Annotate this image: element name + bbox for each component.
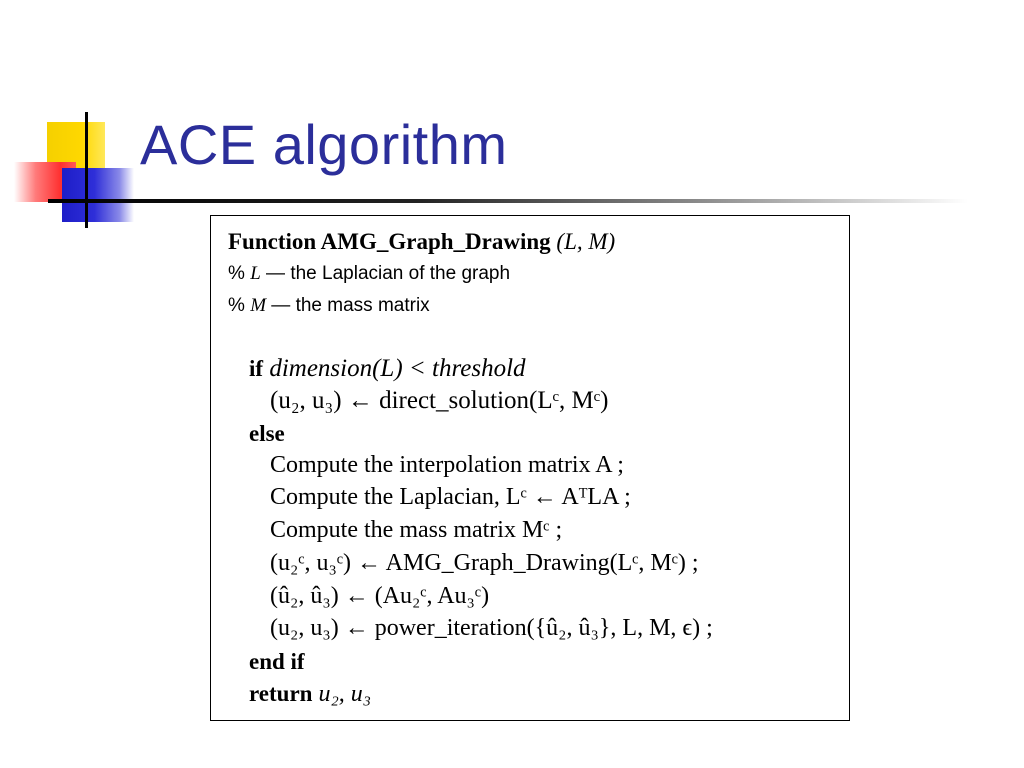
return-line xyxy=(249,682,371,706)
slide-title: ACE algorithm xyxy=(140,113,508,176)
return-value: u₂, u₃ xyxy=(318,681,372,707)
comment-prefix: % xyxy=(228,295,245,316)
step-recursive-call: (u₂ᶜ, u₃ᶜ) ← AMG_Graph_Drawing(Lᶜ, Mᶜ) ; xyxy=(270,550,699,576)
comment-mass-matrix xyxy=(228,296,430,315)
comment-text: — the mass matrix xyxy=(271,295,430,316)
comment-text: — the Laplacian of the graph xyxy=(266,263,511,284)
title-underline xyxy=(48,199,968,203)
logo-blue-square xyxy=(62,168,134,222)
step-prolongation: (û₂, û₃) ← (Au₂ᶜ, Au₃ᶜ) xyxy=(270,583,490,609)
comment-laplacian xyxy=(228,264,510,283)
else-keyword: else xyxy=(249,421,285,446)
step-power-iteration: (u₂, u₃) ← power_iteration({û₂, û₃}, L, M, ϵ) ; xyxy=(270,615,713,641)
step-laplacian: Compute the Laplacian, Lᶜ ← AᵀLA ; xyxy=(270,484,631,510)
function-args: (L, M) xyxy=(556,229,616,254)
if-line xyxy=(249,356,526,381)
logo-vertical-line xyxy=(85,112,88,228)
slide-logo xyxy=(0,0,140,240)
algorithm-header xyxy=(228,230,615,253)
function-keyword: Function AMG_Graph_Drawing xyxy=(228,229,551,254)
step-mass-matrix: Compute the mass matrix Mᶜ ; xyxy=(270,517,563,543)
comment-variable: M xyxy=(250,295,267,316)
if-condition: dimension(L) < threshold xyxy=(269,355,526,382)
return-keyword: return xyxy=(249,681,313,706)
algorithm-box xyxy=(210,215,850,721)
step-interpolation: Compute the interpolation matrix A ; xyxy=(270,452,624,478)
end-if-keyword: end if xyxy=(249,649,305,674)
if-keyword: if xyxy=(249,356,264,381)
comment-variable: L xyxy=(250,263,261,284)
comment-prefix: % xyxy=(228,263,245,284)
direct-solution-line: (u₂, u₃) ← direct_solution(Lᶜ, Mᶜ) xyxy=(270,387,609,414)
